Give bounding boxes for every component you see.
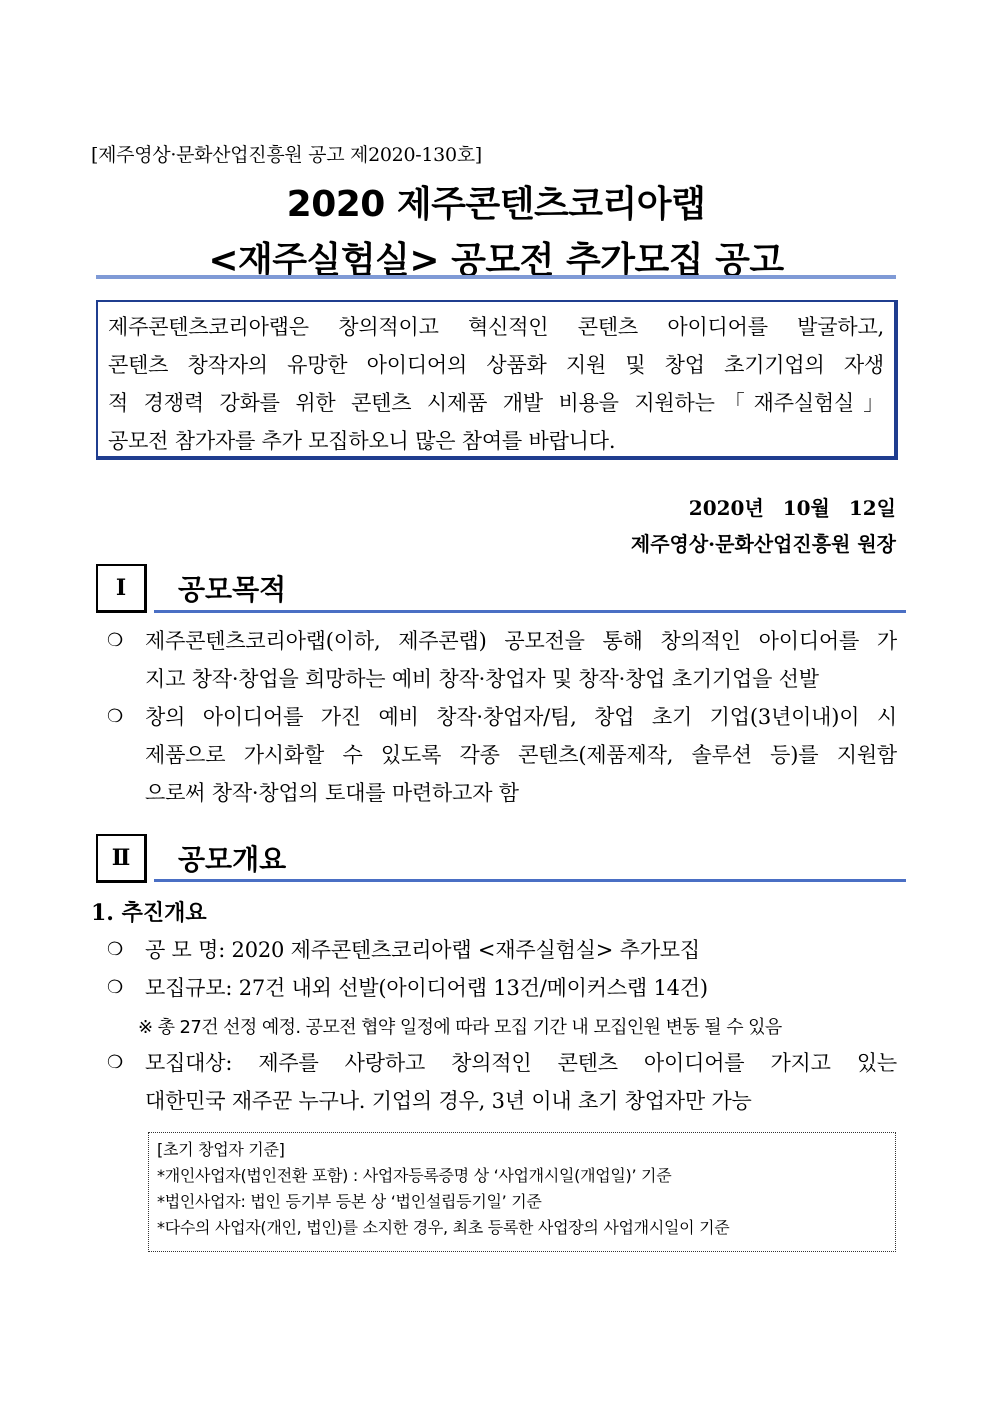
sub-heading: 1. 추진개요: [91, 900, 207, 926]
list-item: ❍ 모집규모: 27건 내외 선발(아이디어랩 13건/메이커스랩 14건): [107, 969, 897, 1007]
list-item: ❍ 모집대상: 제주를 사랑하고 창의적인 콘텐츠 아이디어를 가지고 있는: [107, 1044, 897, 1082]
criteria-heading: [초기 창업자 기준]: [157, 1140, 285, 1159]
intro-line: 콘텐츠 창작자의 유망한 아이디어의 상품화 지원 및 창업 초기기업의 자생: [108, 353, 884, 377]
section-2-items-a: [107, 931, 897, 1007]
section-1-rule: [154, 610, 906, 613]
section-1-body: ❍ 제주콘텐츠코리아랩(이하, 제주콘랩) 공모전을 통해 창의적인 아이디어를 가 지고 창작·창업을 희망하는 예비 창작·창업자 및 창작·창업 초기기업을 선발 ❍ 창의 아이디어를 가진 예비 창작·창업자/팀, 창업 초기 기업(3년이내)이 시 제품으로 가시화할 수 있도록 각종 콘텐츠(제품제작, 솔루션 등)를 지원함 으로써 창작·창업의 토대를 마련하고자 함: [107, 622, 897, 812]
title-underline: [96, 275, 896, 279]
circle-bullet-icon: ❍: [107, 1052, 124, 1073]
section-1-numeral: Ⅰ: [96, 564, 147, 613]
notice-number: [제주영상·문화산업진흥원 공고 제2020-130호]: [91, 144, 482, 166]
title-line-2: <재주실험실> 공모전 추가모집 공고: [208, 240, 784, 281]
circle-bullet-icon: ❍: [107, 706, 124, 727]
section-2-title: 공모개요: [178, 843, 287, 876]
intro-box: [96, 300, 898, 460]
note: ※ 총 27건 선정 예정. 공모전 협약 일정에 따라 모집 기간 내 모집인원 변동 될 수 있음: [138, 1017, 782, 1038]
circle-bullet-icon: ❍: [107, 939, 124, 960]
intro-line: 적 경쟁력 강화를 위한 콘텐츠 시제품 개발 비용을 지원하는「재주실험실」: [108, 391, 884, 415]
section-2-numeral: Ⅱ: [96, 834, 147, 883]
list-item: ❍ 공 모 명: 2020 제주콘텐츠코리아랩 <재주실험실> 추가모집: [107, 931, 897, 969]
criteria-line: *개인사업자(법인전환 포함) : 사업자등록증명 상 ‘사업개시일(개업일)’ 기준: [157, 1166, 672, 1185]
intro-line: 공모전 참가자를 추가 모집하오니 많은 참여를 바랍니다.: [108, 429, 616, 453]
section-1-title: 공모목적: [178, 573, 287, 606]
circle-bullet-icon: ❍: [107, 630, 124, 651]
circle-bullet-icon: ❍: [107, 977, 124, 998]
section-2-rule: [154, 879, 906, 882]
announcement-date: 2020년 10월 12일: [688, 496, 896, 520]
list-item: ❍ 제주콘텐츠코리아랩(이하, 제주콘랩) 공모전을 통해 창의적인 아이디어를 가: [107, 622, 897, 660]
criteria-line: *법인사업자: 법인 등기부 등본 상 ‘법인설립등기일’ 기준: [157, 1192, 542, 1211]
criteria-box: [148, 1132, 896, 1252]
section-2-items-b: ❍ 모집대상: 제주를 사랑하고 창의적인 콘텐츠 아이디어를 가지고 있는 대한민국 재주꾼 누구나. 기업의 경우, 3년 이내 초기 창업자만 가능: [107, 1044, 897, 1120]
criteria-line: *다수의 사업자(개인, 법인)를 소지한 경우, 최초 등록한 사업장의 사업개시일이 기준: [157, 1218, 730, 1237]
list-item: ❍ 창의 아이디어를 가진 예비 창작·창업자/팀, 창업 초기 기업(3년이내)이 시: [107, 698, 897, 736]
issuer: 제주영상·문화산업진흥원 원장: [630, 532, 896, 556]
title-line-1: 2020 제주콘텐츠코리아랩: [286, 184, 706, 225]
intro-line: 제주콘텐츠코리아랩은 창의적이고 혁신적인 콘텐츠 아이디어를 발굴하고,: [108, 315, 884, 339]
